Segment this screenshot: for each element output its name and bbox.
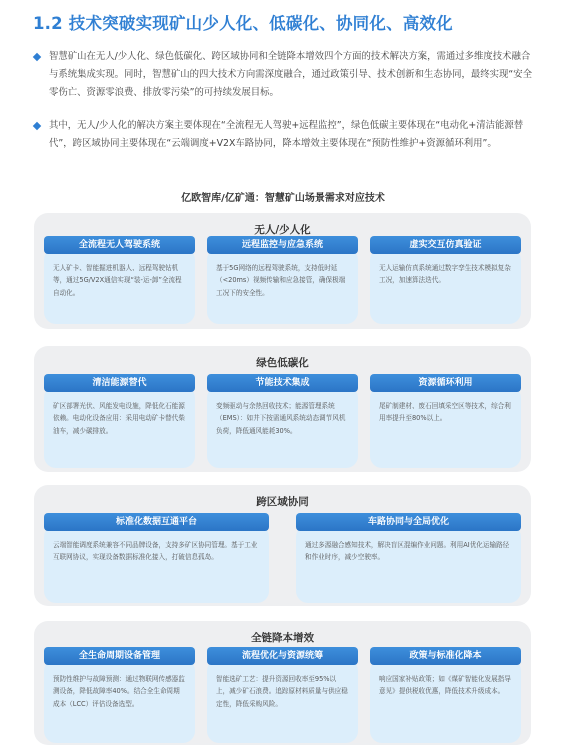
- section-unmanned: [34, 213, 531, 329]
- bullet-paragraph-1: [33, 48, 538, 102]
- card-body: 变频驱动与余热回收技术；能源管理系统（EMS）：如井下按需通风系统动态调节风机负荷，降低通风能耗30%。: [207, 386, 358, 468]
- card-body: 无人矿卡、智能掘进机器人、远程驾驶钻机等，通过5G/V2X通信实现“装-运-卸”全流程自动化。: [44, 248, 195, 324]
- section-cross-region: [34, 485, 531, 606]
- card-header: 清洁能源替代: [44, 374, 195, 392]
- section-low-carbon: [34, 346, 531, 472]
- card-header: 全生命周期设备管理: [44, 647, 195, 665]
- card-body: 通过多源融合感知技术，解决盲区混编作业问题。利用AI优化运输路径和作业时序，减少空驶率。: [296, 525, 521, 603]
- card-body: 智能选矿工艺：提升资源回收率至95%以上，减少矿石浪费。追踪原材料质量与供应稳定性，降低采购风险。: [207, 659, 358, 743]
- bullet-paragraph-2: [33, 117, 538, 153]
- card-header: 车路协同与全局优化: [296, 513, 521, 531]
- card-header: 政策与标准化降本: [370, 647, 521, 665]
- card-body: 基于5G网络的远程驾驶系统，支持低时延（<20ms）视频传输和应急接管，确保极端工况下的安全性。: [207, 248, 358, 324]
- card-header: 节能技术集成: [207, 374, 358, 392]
- bullet-text-1: 智慧矿山在无人/少人化、绿色低碳化、跨区域协同和全链降本增效四个方面的技术解决方案，需通过多维度技术融合与系统集成实现。同时，智慧矿山的四大技术方向需深度融合，通过政策引导、技术创新和生态协同，最终实现“安全零伤亡、资源零浪费、排放零污染”的可持续发展目标。: [49, 51, 532, 98]
- section-title: 无人/少人化: [254, 224, 311, 236]
- card-body: 无人运输仿真系统通过数字孪生技术模拟复杂工况，加速算法迭代。: [370, 248, 521, 324]
- section-title: 绿色低碳化: [256, 357, 309, 369]
- card-body: 矿区部署光伏、风能发电设施，降低化石能源依赖。电动化设备应用：采用电动矿卡替代柴油车，减少碳排放。: [44, 386, 195, 468]
- card-header: 资源循环利用: [370, 374, 521, 392]
- section-title: 跨区域协同: [256, 496, 309, 508]
- card-header: 虚实交互仿真验证: [370, 236, 521, 254]
- card-body: 响应国家补贴政策；如《煤矿智能化发展指导意见》提供税收优惠，降低技术升级成本。: [370, 659, 521, 743]
- card-body: 云端智能调度系统兼容不同品牌设备，支持多矿区协同管理。基于工业互联网协议，实现设备数据标准化接入，打破信息孤岛。: [44, 525, 269, 603]
- section-title: 全链降本增效: [251, 632, 314, 644]
- card-body: 尾矿制建材、废石回填采空区等技术，综合利用率提升至80%以上。: [370, 386, 521, 468]
- card-header: 远程监控与应急系统: [207, 236, 358, 254]
- page-title: 1.2 技术突破实现矿山少人化、低碳化、协同化、高效化: [33, 14, 453, 33]
- card-body: 预防性维护与故障预测：通过物联网传感器监测设备，降低故障率40%。结合全生命周期成本（LCC）评估设备选型。: [44, 659, 195, 743]
- card-header: 流程优化与资源统筹: [207, 647, 358, 665]
- card-header: 全流程无人驾驶系统: [44, 236, 195, 254]
- bullet-text-2: 其中，无人/少人化的解决方案主要体现在“全流程无人驾驶+远程监控”，绿色低碳主要体现在“电动化+清洁能源替代”，跨区域协同主要体现在“云端调度+V2X车路协同，降本增效主要体现在“预防性维护+资源循环利用”。: [49, 120, 524, 149]
- diagram-title: 亿欧智库/亿矿通：智慧矿山场景需求对应技术: [181, 193, 385, 204]
- section-cost-efficiency: [34, 621, 531, 745]
- card-header: 标准化数据互通平台: [44, 513, 269, 531]
